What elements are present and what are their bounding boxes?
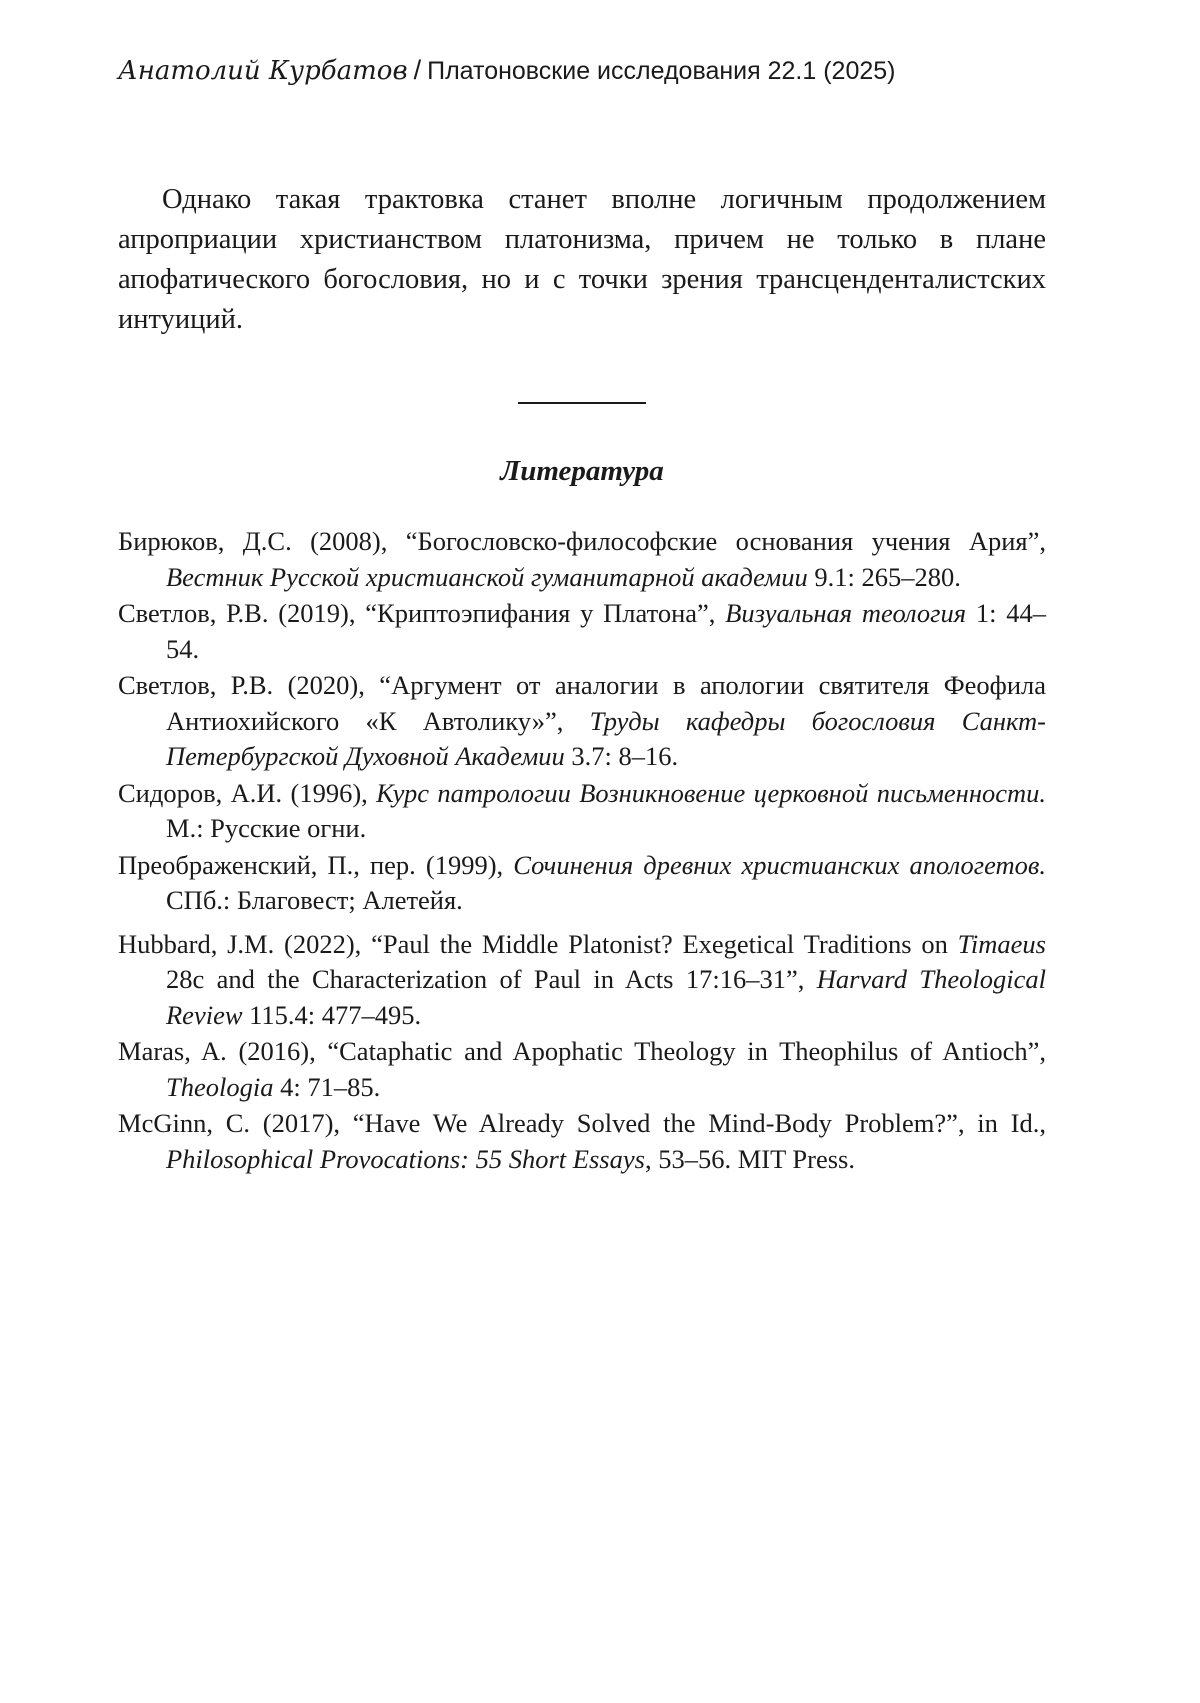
reference-text: Бирюков, Д.С. (2008), “Богословско-философские основания учения Ария”, <box>118 526 1046 556</box>
reference-source-title: Timaeus <box>957 928 1046 959</box>
reference-item <box>118 524 1046 595</box>
reference-source-title: Вестник Русской христианской гуманитарной академии <box>166 561 808 592</box>
reference-details: 4: 71–85. <box>273 1071 381 1102</box>
reference-source-title: Визуальная теология <box>725 598 967 628</box>
reference-details: 115.4: 477–495. <box>242 999 422 1030</box>
reference-details: , 53–56. MIT Press. <box>644 1143 855 1174</box>
reference-item <box>118 1034 1046 1105</box>
body-paragraph: Однако такая трактовка станет вполне логичным продолжением апроприации христианством платонизма, причем не только в плане апофатического богословия, но и с точки зрения трансценденталистских интуиций. <box>118 184 1046 335</box>
reference-text: Светлов, Р.В. (2019), “Криптоэпифания у Платона”, <box>118 598 726 628</box>
reference-item <box>118 668 1046 775</box>
running-head <box>118 50 895 91</box>
reference-source-title: Труды кафедры богословия Санкт-Петербургской Духовной Академии <box>166 705 1046 771</box>
reference-text: Сидоров, А.И. (1996), <box>118 777 377 808</box>
reference-list <box>118 524 1046 1178</box>
reference-details: 9.1: 265–280. <box>807 561 961 592</box>
reference-source-title: Philosophical Provocations: 55 Short Essays <box>166 1143 645 1174</box>
reference-details: М.: Русские огни. <box>166 813 367 843</box>
section-divider <box>518 402 646 404</box>
reference-text: 28c and the Characterization of Paul in Acts 17:16–31”, <box>166 964 817 994</box>
reference-source-title: Сочинения древних христианских апологетов. <box>513 849 1047 880</box>
reference-item <box>118 776 1046 847</box>
reference-item <box>118 596 1046 667</box>
reference-item <box>118 848 1046 919</box>
reference-item <box>118 1106 1046 1177</box>
header-separator: / <box>413 55 422 85</box>
reference-details: СПб.: Благовест; Алетейя. <box>166 885 463 915</box>
reference-source-title: Курс патрологии Возникновение церковной письменности. <box>376 777 1047 808</box>
reference-text: Светлов, Р.В. (2020), “Аргумент от аналогии в апологии святителя Феофила Антиохийского «К Автолику»”, <box>118 670 1046 736</box>
reference-text: Преображенский, П., пер. (1999), <box>118 849 514 880</box>
reference-details: 1: 44–54. <box>166 598 1046 664</box>
reference-details: 3.7: 8–16. <box>564 741 679 771</box>
reference-text: Hubbard, J.M. (2022), “Paul the Middle Platonist? Exegetical Traditions on <box>118 928 958 959</box>
reference-text: McGinn, C. (2017), “Have We Already Solved the Mind-Body Problem?”, in Id., <box>118 1108 1046 1138</box>
reference-source-title: Harvard Theological Review <box>166 964 1046 1030</box>
header-author: Анатолий Курбатов <box>118 56 408 86</box>
reference-item <box>118 927 1046 1034</box>
references-title: Литература <box>500 455 664 487</box>
reference-text: Maras, A. (2016), “Cataphatic and Apophatic Theology in Theophilus of Antioch”, <box>118 1036 1046 1066</box>
header-journal: Платоновские исследования 22.1 (2025) <box>427 57 896 85</box>
reference-source-title: Theologia <box>166 1071 274 1102</box>
